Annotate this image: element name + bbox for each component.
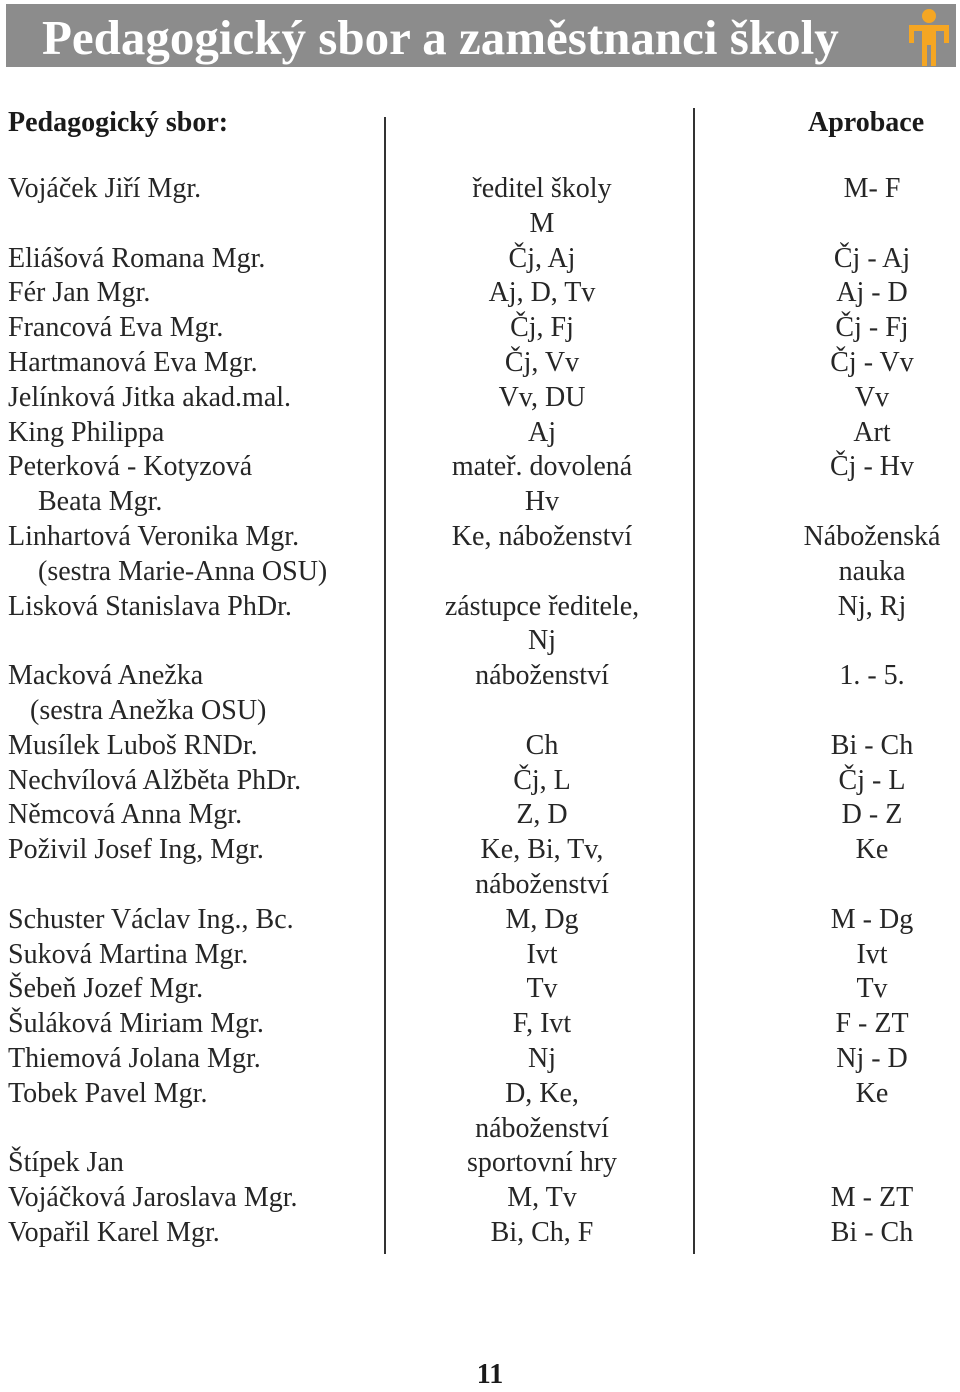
teacher-name: Jelínková Jitka akad.mal. bbox=[8, 381, 292, 413]
teacher-subjects: Čj, Aj bbox=[508, 242, 576, 274]
teacher-aprobace bbox=[780, 868, 960, 903]
teacher-subjects: Nj bbox=[528, 625, 556, 657]
teacher-names-column bbox=[8, 172, 378, 1251]
teacher-name bbox=[8, 1112, 378, 1147]
person-icon bbox=[900, 4, 956, 68]
teacher-aprobace bbox=[780, 207, 960, 242]
teacher-aprobace: Čj - Aj bbox=[833, 242, 911, 274]
teacher-name: Šebeň Jozef Mgr. bbox=[8, 973, 204, 1005]
teacher-name: Štípek Jan bbox=[8, 1147, 124, 1179]
teacher-name: Tobek Pavel Mgr. bbox=[8, 1077, 208, 1109]
teacher-aprobace: Bi - Ch bbox=[830, 1216, 914, 1248]
teacher-name: Thiemová Jolana Mgr. bbox=[8, 1042, 261, 1074]
teacher-name: Hartmanová Eva Mgr. bbox=[8, 346, 258, 378]
teacher-aprobace: nauka bbox=[838, 555, 906, 587]
teacher-aprobace: Čj - Vv bbox=[830, 346, 914, 378]
teacher-aprobace: Ke bbox=[855, 1077, 889, 1109]
teacher-aprobace: Tv bbox=[856, 973, 888, 1005]
teacher-name bbox=[8, 207, 378, 242]
teacher-subjects: Ch bbox=[525, 729, 559, 761]
teacher-subjects: zástupce ředitele, bbox=[444, 590, 640, 622]
teacher-aprobace: M - ZT bbox=[830, 1182, 914, 1214]
teacher-name: Poživil Josef Ing, Mgr. bbox=[8, 834, 264, 866]
teacher-subjects: Aj bbox=[528, 416, 556, 448]
teacher-subjects: Tv bbox=[526, 973, 558, 1005]
teacher-aprobace: M- F bbox=[843, 173, 901, 204]
teacher-subjects: Z, D bbox=[516, 799, 568, 831]
aprobace-heading: Aprobace bbox=[808, 107, 925, 138]
teacher-name: Beata Mgr. bbox=[38, 486, 163, 518]
teacher-name: Linhartová Veronika Mgr. bbox=[8, 520, 300, 552]
teacher-subjects: Ivt bbox=[526, 938, 558, 970]
teacher-name: Nechvílová Alžběta PhDr. bbox=[8, 764, 302, 796]
teacher-aprobace bbox=[780, 485, 960, 520]
teacher-subjects: F, Ivt bbox=[512, 1008, 572, 1040]
teacher-subjects: Ke, Bi, Tv, bbox=[480, 834, 604, 866]
teacher-name: Šuláková Miriam Mgr. bbox=[8, 1008, 264, 1040]
teacher-name: Musílek Luboš RNDr. bbox=[8, 729, 258, 761]
teacher-aprobace: Nj - D bbox=[836, 1042, 908, 1074]
teacher-subjects: náboženství bbox=[475, 868, 609, 900]
teacher-subjects: Čj, Vv bbox=[504, 346, 580, 378]
teacher-subjects: Aj, D, Tv bbox=[488, 277, 596, 309]
teacher-name: Lisková Stanislava PhDr. bbox=[8, 590, 292, 622]
teacher-aprobace: Art bbox=[853, 416, 891, 448]
teacher-subjects: Nj bbox=[528, 1042, 556, 1074]
teacher-subjects: ředitel školy bbox=[472, 173, 612, 204]
teacher-name: Němcová Anna Mgr. bbox=[8, 799, 243, 831]
column-divider-right bbox=[693, 108, 695, 1254]
teacher-subjects bbox=[392, 694, 692, 729]
teacher-subjects: M, Dg bbox=[505, 903, 579, 935]
teacher-aprobace: Vv bbox=[854, 381, 890, 413]
teacher-name: Macková Anežka bbox=[8, 660, 204, 692]
teacher-subjects: M, Tv bbox=[507, 1182, 577, 1214]
names-heading: Pedagogický sbor: bbox=[8, 107, 229, 138]
teacher-name: Eliášová Romana Mgr. bbox=[8, 242, 266, 274]
teacher-aprobace: Aj - D bbox=[836, 277, 908, 309]
teacher-subjects: náboženství bbox=[475, 660, 609, 692]
teacher-aprobace bbox=[780, 1146, 960, 1181]
teacher-aprobace: Čj - Fj bbox=[835, 312, 909, 344]
teacher-subjects: mateř. dovolená bbox=[451, 451, 633, 483]
teacher-subjects: sportovní hry bbox=[466, 1147, 618, 1179]
teacher-subjects: Čj, L bbox=[513, 764, 571, 796]
teacher-name: King Philippa bbox=[8, 416, 165, 448]
teacher-subjects bbox=[392, 555, 692, 590]
teacher-name: Suková Martina Mgr. bbox=[8, 938, 249, 970]
teacher-name: Vojáčková Jaroslava Mgr. bbox=[8, 1182, 298, 1214]
header-bar bbox=[6, 4, 956, 67]
page-title: Pedagogický sbor a zaměstnanci školy bbox=[42, 10, 839, 65]
teacher-name bbox=[8, 624, 378, 659]
teacher-aprobace: Bi - Ch bbox=[830, 729, 914, 761]
teacher-aprobace: Čj - Hv bbox=[830, 451, 914, 483]
teacher-name bbox=[8, 868, 378, 903]
teacher-subjects: D, Ke, bbox=[505, 1077, 579, 1109]
teacher-name: (sestra Anežka OSU) bbox=[30, 694, 267, 726]
teacher-name: Schuster Václav Ing., Bc. bbox=[8, 903, 294, 935]
teacher-aprobace: Ivt bbox=[856, 938, 888, 970]
teacher-subjects: náboženství bbox=[475, 1112, 609, 1144]
teacher-aprobace: Nj, Rj bbox=[837, 590, 907, 622]
teacher-aprobace: Čj - L bbox=[838, 764, 906, 796]
teacher-name: Vopařil Karel Mgr. bbox=[8, 1216, 220, 1248]
teacher-subjects: Bi, Ch, F bbox=[490, 1216, 594, 1248]
teacher-subjects: Ke, náboženství bbox=[451, 520, 633, 552]
teacher-name: Francová Eva Mgr. bbox=[8, 312, 224, 344]
teacher-subjects: M bbox=[529, 207, 555, 239]
teacher-name: Peterková - Kotyzová bbox=[8, 451, 253, 483]
subjects-column bbox=[392, 172, 692, 1251]
teacher-aprobace: D - Z bbox=[841, 799, 903, 831]
page-number: 11 bbox=[476, 1359, 504, 1390]
teacher-aprobace bbox=[780, 1112, 960, 1147]
teacher-name: (sestra Marie-Anna OSU) bbox=[38, 555, 328, 587]
aprobace-column bbox=[780, 172, 960, 1251]
teacher-subjects: Hv bbox=[524, 486, 560, 518]
column-divider-left bbox=[384, 117, 386, 1254]
teacher-aprobace: M - Dg bbox=[830, 903, 914, 935]
teacher-aprobace: Náboženská bbox=[803, 520, 941, 552]
teacher-aprobace: F - ZT bbox=[835, 1008, 909, 1040]
teacher-name: Fér Jan Mgr. bbox=[8, 277, 151, 309]
teacher-name: Vojáček Jiří Mgr. bbox=[8, 173, 202, 204]
teacher-aprobace bbox=[780, 624, 960, 659]
teacher-subjects: Vv, DU bbox=[498, 381, 586, 413]
teacher-aprobace bbox=[780, 694, 960, 729]
teacher-aprobace: 1. - 5. bbox=[839, 660, 905, 692]
teacher-subjects: Čj, Fj bbox=[510, 312, 574, 344]
teacher-aprobace: Ke bbox=[855, 834, 889, 866]
